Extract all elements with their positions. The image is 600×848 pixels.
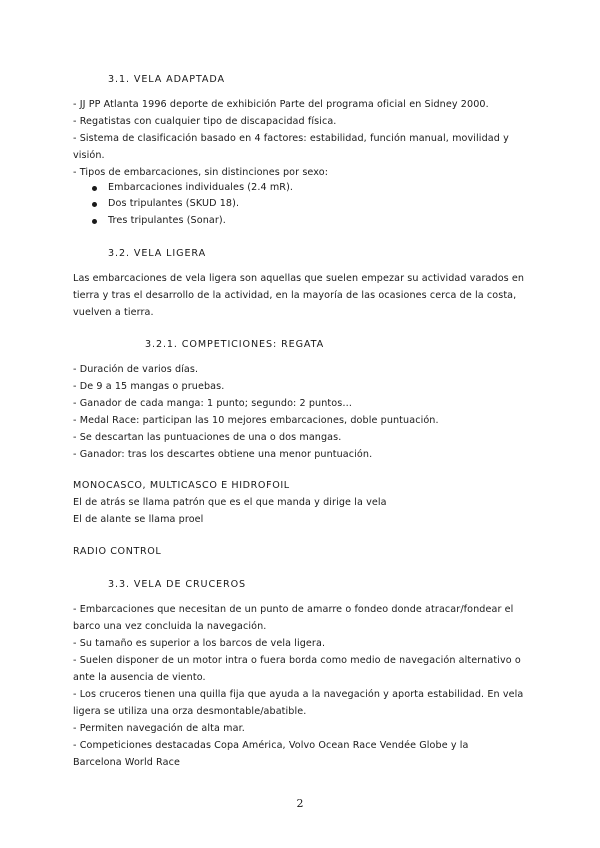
bullet-icon xyxy=(92,219,97,224)
section-3-1-line: - JJ PP Atlanta 1996 deporte de exhibición Parte del programa oficial en Sidney 2000. xyxy=(73,99,489,110)
radio-control-heading: RADIO CONTROL xyxy=(73,546,162,557)
cruceros-line: - Los cruceros tienen una quilla fija que ayuda a la navegación y aporta estabilidad. En vela xyxy=(73,689,524,700)
section-3-3-heading: 3.3. VELA DE CRUCEROS xyxy=(108,579,247,590)
cruceros-line: Barcelona World Race xyxy=(73,757,180,768)
cruceros-line: barco una vez concluida la navegación. xyxy=(73,621,267,632)
cruceros-line: - Embarcaciones que necesitan de un punto de amarre o fondeo donde atracar/fondear el xyxy=(73,604,514,615)
cruceros-line: - Suelen disponer de un motor intra o fuera borda como medio de navegación alternativo o xyxy=(73,655,521,666)
cruceros-line: - Su tamaño es superior a los barcos de vela ligera. xyxy=(73,638,326,649)
section-3-2-heading: 3.2. VELA LIGERA xyxy=(108,248,207,259)
regata-line: - Medal Race: participan las 10 mejores embarcaciones, doble puntuación. xyxy=(73,415,439,426)
page-number: 2 xyxy=(296,797,304,810)
regata-line: - Ganador de cada manga: 1 punto; segundo: 2 puntos… xyxy=(73,398,353,409)
cruceros-line: ante la ausencia de viento. xyxy=(73,672,206,683)
monocasco-line: El de alante se llama proel xyxy=(73,514,204,525)
bullet-icon xyxy=(92,202,97,207)
bullet-item: Tres tripulantes (Sonar). xyxy=(108,215,226,226)
monocasco-line: El de atrás se llama patrón que es el que manda y dirige la vela xyxy=(73,497,387,508)
section-3-1-heading: 3.1. VELA ADAPTADA xyxy=(108,74,225,85)
section-3-2-paragraph-line: tierra y tras el desarrollo de la actividad, en la mayoría de las ocasiones cerca de la costa, xyxy=(73,290,517,301)
cruceros-line: ligera se utiliza una orza desmontable/abatible. xyxy=(73,706,307,717)
cruceros-line: - Competiciones destacadas Copa América, Volvo Ocean Race Vendée Globe y la xyxy=(73,740,469,751)
section-3-2-paragraph-line: vuelven a tierra. xyxy=(73,307,154,318)
bullet-item: Dos tripulantes (SKUD 18). xyxy=(108,198,240,209)
section-3-1-line: - Regatistas con cualquier tipo de discapacidad física. xyxy=(73,116,337,127)
monocasco-heading: MONOCASCO, MULTICASCO E HIDROFOIL xyxy=(73,480,290,491)
bullet-item: Embarcaciones individuales (2.4 mR). xyxy=(108,182,294,193)
regata-line: - Ganador: tras los descartes obtiene una menor puntuación. xyxy=(73,449,373,460)
section-3-1-line: - Tipos de embarcaciones, sin distinciones por sexo: xyxy=(73,167,329,178)
cruceros-line: - Permiten navegación de alta mar. xyxy=(73,723,245,734)
regata-line: - De 9 a 15 mangas o pruebas. xyxy=(73,381,225,392)
regata-line: - Se descartan las puntuaciones de una o dos mangas. xyxy=(73,432,342,443)
regata-line: - Duración de varios días. xyxy=(73,364,199,375)
section-3-2-paragraph-line: Las embarcaciones de vela ligera son aquellas que suelen empezar su actividad varados en xyxy=(73,273,525,284)
section-3-1-line: visión. xyxy=(73,150,105,161)
bullet-icon xyxy=(92,186,97,191)
section-3-1-line: - Sistema de clasificación basado en 4 factores: estabilidad, función manual, movilidad y xyxy=(73,133,509,144)
section-3-2-1-heading: 3.2.1. COMPETICIONES: REGATA xyxy=(145,339,325,350)
